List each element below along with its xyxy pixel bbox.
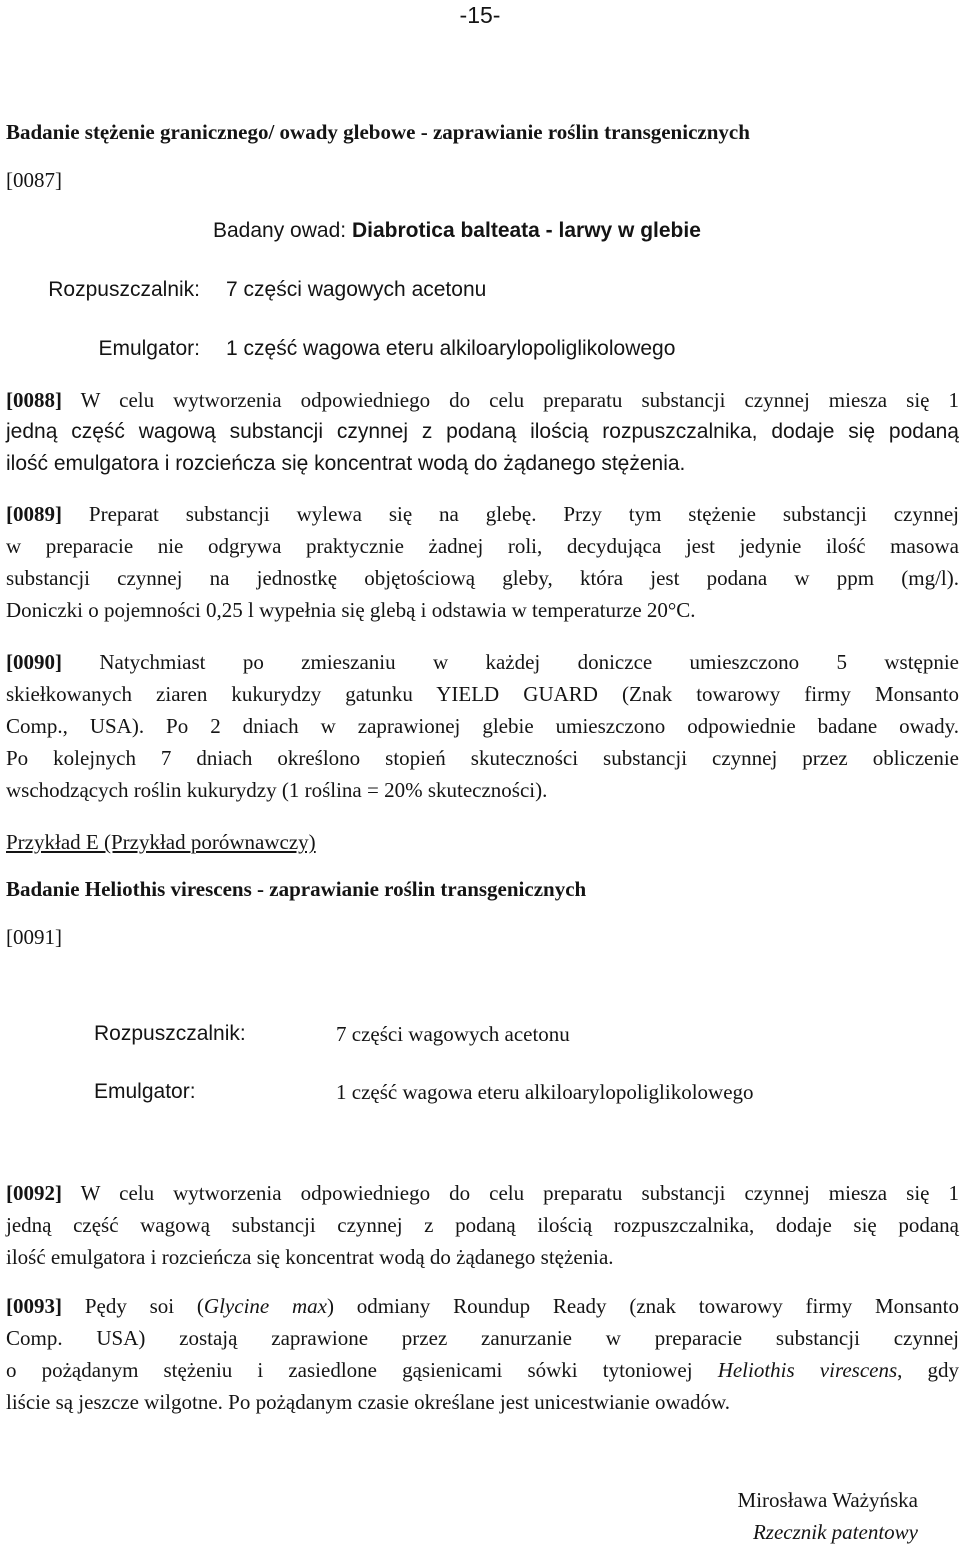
text-fragment: o pożądanym stężeniu i zasiedlone gąsienicami sówki tytoniowej — [6, 1358, 718, 1382]
paragraph-0089 — [6, 498, 959, 626]
paragraph-tag: [0093] — [6, 1294, 62, 1318]
text-line: skiełkowanych ziaren kukurydzy gatunku YIELD GUARD (Znak towarowy firmy Monsanto — [6, 682, 959, 706]
signature-title: Rzecznik patentowy — [752, 1520, 918, 1544]
insect-label: Badany owad: — [213, 219, 347, 242]
emulsifier-label: Emulgator: — [98, 337, 200, 360]
text-line: jedną część wagową substancji czynnej z podaną ilością rozpuszczalnika, dodaje się podaną — [6, 1213, 959, 1237]
emulsifier-value: 1 część wagowa eteru alkiloarylopoliglikolowego — [336, 1080, 754, 1104]
paragraph-tag: [0092] — [6, 1181, 62, 1205]
paragraph-ref-0091: [0091] — [6, 925, 62, 949]
solvent-value: 7 części wagowych acetonu — [226, 278, 487, 301]
paragraph-ref-0087: [0087] — [6, 168, 62, 192]
species-name: Heliothis virescens — [717, 1358, 898, 1382]
text-line: ilość emulgatora i rozcieńcza się koncentrat wodą do żądanego stężenia. — [6, 452, 686, 475]
paragraph-0088 — [6, 384, 959, 480]
species-name: Glycine max — [203, 1294, 328, 1318]
paragraph-0092 — [6, 1177, 959, 1273]
section-heading-2: Badanie Heliothis virescens - zaprawianie roślin transgenicznych — [6, 877, 587, 901]
solvent-label: Rozpuszczalnik: — [48, 278, 200, 301]
paragraph-0090 — [6, 646, 959, 806]
insect-name: Diabrotica balteata - larwy w glebie — [351, 219, 701, 242]
paragraph-0093 — [6, 1290, 959, 1418]
section-heading-1: Badanie stężenie granicznego/ owady glebowe - zaprawianie roślin transgenicznych — [6, 120, 750, 144]
example-heading: Przykład E (Przykład porównawczy) — [6, 830, 316, 854]
emulsifier-value: 1 część wagowa eteru alkiloarylopoliglikolowego — [226, 337, 676, 360]
text-line: jedną część wagową substancji czynnej z podaną ilością rozpuszczalnika, dodaje się podaną — [6, 420, 959, 443]
emulsifier-label: Emulgator: — [94, 1080, 196, 1103]
text-line: liście są jeszcze wilgotne. Po pożądanym czasie określane jest unicestwianie owadów. — [6, 1390, 731, 1414]
text-line: ilość emulgatora i rozcieńcza się koncentrat wodą do żądanego stężenia. — [6, 1245, 614, 1269]
text-line: W celu wytworzenia odpowiedniego do celu preparatu substancji czynnej miesza się 1 — [80, 1181, 959, 1205]
text-line: Doniczki o pojemności 0,25 l wypełnia się glebą i odstawia w temperaturze 20°C. — [6, 598, 696, 622]
text-line: wschodzących roślin kukurydzy (1 roślina = 20% skuteczności). — [6, 778, 548, 802]
text-line: Comp., USA). Po 2 dniach w zaprawionej glebie umieszczono odpowiednie badane owady. — [6, 714, 959, 738]
text-fragment: Pędy soi ( — [84, 1294, 204, 1318]
signature-name: Mirosława Ważyńska — [737, 1488, 918, 1512]
text-line: substancji czynnej na jednostkę objętościową gleby, która jest podana w ppm (mg/l). — [6, 566, 959, 590]
paragraph-tag: [0090] — [6, 650, 62, 674]
text-fragment: , gdy — [897, 1358, 960, 1382]
page-number: -15- — [459, 2, 501, 28]
text-line: w preparacie nie odgrywa praktycznie żadnej roli, decydująca jest jedynie ilość masowa — [6, 534, 959, 558]
paragraph-tag: [0089] — [6, 502, 62, 526]
text-line: W celu wytworzenia odpowiedniego do celu preparatu substancji czynnej miesza się 1 — [80, 388, 959, 412]
text-fragment: ) odmiany Roundup Ready (znak towarowy firmy Monsanto — [327, 1294, 960, 1318]
solvent-label: Rozpuszczalnik: — [94, 1022, 246, 1045]
text-line: Natychmiast po zmieszaniu w każdej doniczce umieszczono 5 wstępnie — [99, 650, 960, 674]
paragraph-tag: [0088] — [6, 388, 62, 412]
text-line: Preparat substancji wylewa się na glebę. Przy tym stężenie substancji czynnej — [88, 502, 959, 526]
insect-line — [213, 218, 701, 244]
solvent-value: 7 części wagowych acetonu — [336, 1022, 570, 1046]
text-line: Po kolejnych 7 dniach określono stopień skuteczności substancji czynnej przez obliczenie — [6, 746, 959, 770]
text-line: Comp. USA) zostają zaprawione przez zanurzanie w preparacie substancji czynnej — [6, 1326, 959, 1350]
